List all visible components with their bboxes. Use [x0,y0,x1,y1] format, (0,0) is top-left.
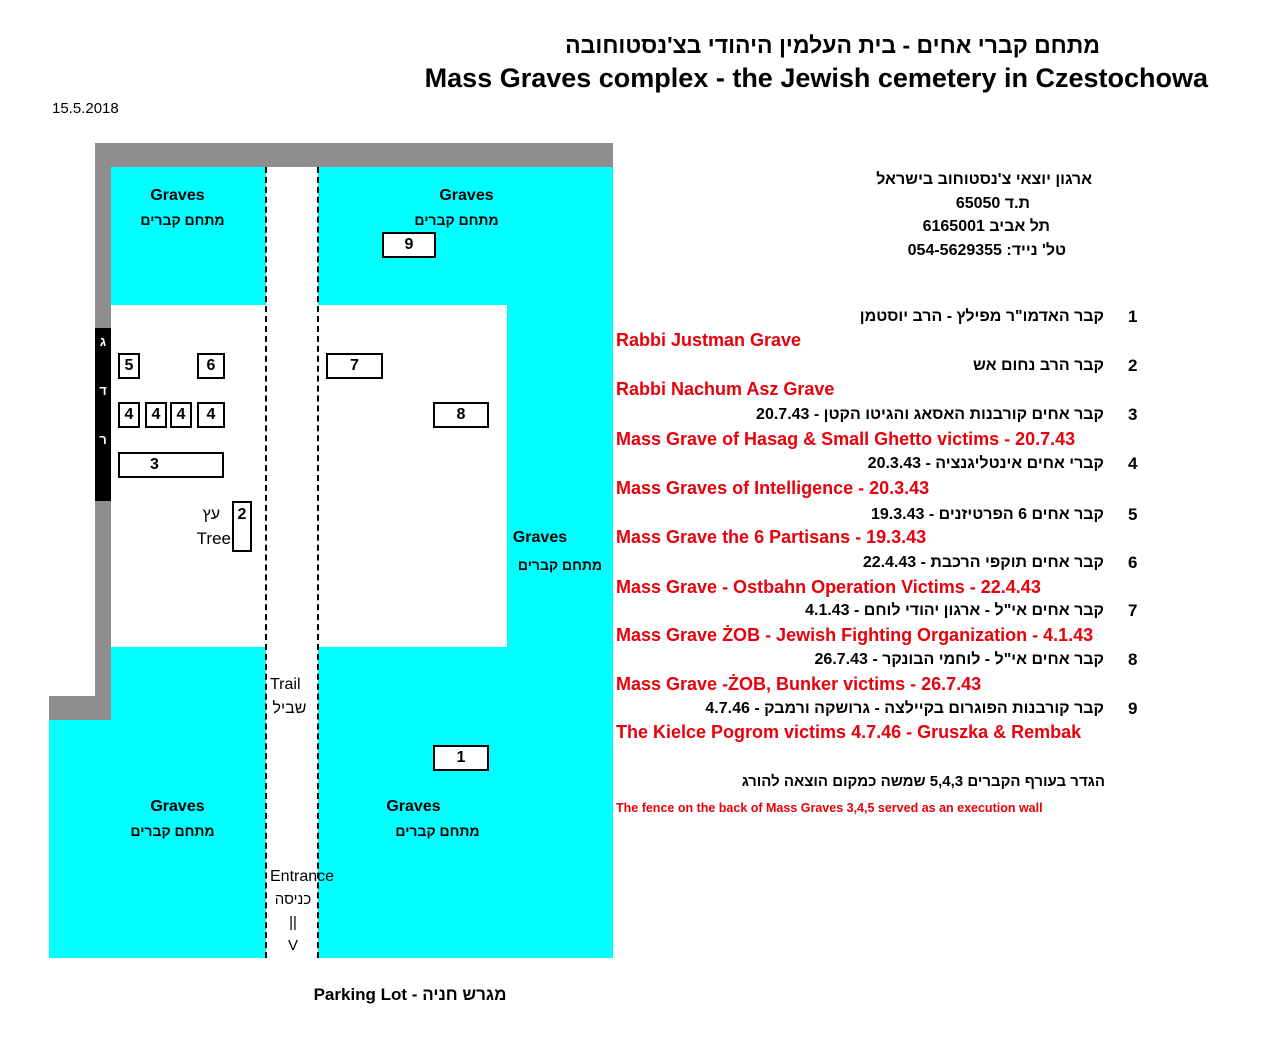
area-label-en: Graves [386,798,441,815]
grave-marker-5[interactable]: 5 [118,353,140,379]
legend-number: 4 [1128,454,1138,473]
legend-english: Mass Grave - Ostbahn Operation Victims - 22.4.43 [616,577,1041,597]
area-label-en: Graves [150,798,205,815]
legend-number: 9 [1128,699,1138,718]
graves-area-bottom-left-ext [49,720,111,958]
entrance-arrow: V [287,937,298,954]
area-label-he: מתחם קברים [395,823,480,839]
legend-hebrew: קבר אחים תוקפי הרכבת - 22.4.43 [862,554,1104,571]
area-label-en: Graves [150,187,205,204]
legend-english: Mass Grave the 6 Partisans - 19.3.43 [616,527,927,547]
legend-hebrew: קבר אחים אי"ל - ארגון יהודי לוחם - 4.1.43 [805,602,1104,619]
grave-marker-2[interactable]: 2 [232,501,252,552]
parking-lot-label: Parking Lot - מגרש חניה [313,985,507,1004]
fence-letter: ר [99,432,107,447]
legend-hebrew: קבר האדמו"ר מפילץ - הרב יוסטמן [859,308,1104,325]
title-english: Mass Graves complex - the Jewish cemetery in Czestochowa [424,63,1208,93]
legend-number: 7 [1128,601,1138,620]
legend-english: Rabbi Nachum Asz Grave [616,379,835,399]
trail-label-en: Trail [270,676,301,693]
note-english: The fence on the back of Mass Graves 3,4,5 served as an execution wall [616,801,1043,815]
fence-letter: ד [99,383,107,398]
legend-hebrew: קבר אחים 6 הפרטיזנים - 19.3.43 [871,506,1104,523]
grave-marker-6[interactable]: 6 [197,353,225,379]
grave-marker-7[interactable]: 7 [326,353,383,379]
legend-number: 6 [1128,553,1138,572]
tree-label-en: Tree [196,529,231,548]
entrance-label-he: כניסה [274,891,312,908]
org-line: ארגון יוצאי צ'נסטוחוב בישראל [876,171,1092,188]
grave-marker-9[interactable]: 9 [382,232,436,258]
area-label-he: מתחם קברים [517,557,603,573]
grave-marker-1[interactable]: 1 [433,745,489,771]
org-line: טל' נייד: 054-5629355 [907,241,1066,259]
area-label-he: מתחם קברים [130,823,215,839]
fence-bottom-left [49,696,111,720]
legend-number: 5 [1128,505,1138,524]
org-line: ת.ד 65050 [955,194,1030,212]
legend-hebrew: קבר אחים קורבנות האסאג והגיטו הקטן - 20.7.43 [756,406,1104,423]
execution-fence [95,328,111,501]
legend-number: 3 [1128,405,1138,424]
title-hebrew: מתחם קברי אחים - בית העלמין היהודי בצ'נסטוחובה [565,32,1100,58]
grave-marker-4[interactable]: 4 [118,402,140,428]
legend-hebrew: קבר אחים אי"ל - לוחמי הבונקר - 26.7.43 [814,651,1104,668]
entrance-label-en: Entrance [270,868,335,885]
grave-marker-4[interactable]: 4 [145,402,167,428]
grave-marker-3[interactable]: 3 [118,452,224,478]
legend-hebrew: קבר הרב נחום אש [973,357,1104,374]
trail-edge-left [265,167,267,958]
area-label-he: מתחם קברים [140,212,225,228]
date-label: 15.5.2018 [52,100,119,117]
legend-english: Rabbi Justman Grave [616,330,802,350]
legend-english: Mass Grave -ŻOB, Bunker victims - 26.7.43 [616,674,982,694]
legend-hebrew: קברי אחים אינטליגנציה - 20.3.43 [867,455,1104,472]
organization-contact [820,168,1092,262]
org-line: תל אביב 6165001 [922,218,1050,235]
legend-english: Mass Grave of Hasag & Small Ghetto victims - 20.7.43 [616,429,1076,449]
legend-english: Mass Graves of Intelligence - 20.3.43 [616,478,930,498]
trail-edge-right [317,167,319,958]
grave-marker-8[interactable]: 8 [433,402,489,428]
area-label-he: מתחם קברים [414,212,499,228]
legend-number: 1 [1128,307,1138,326]
legend-number: 2 [1128,356,1138,375]
legend-number: 8 [1128,650,1138,669]
area-label-en: Graves [512,529,568,546]
entrance-bars: || [289,914,297,931]
fence-top [95,143,613,167]
grave-marker-4[interactable]: 4 [197,402,225,428]
trail-label-he: שביל [272,700,307,717]
grave-marker-4[interactable]: 4 [170,402,192,428]
graves-area-right-side [507,305,613,647]
legend-hebrew: קבר קורבנות הפוגרום בקיילצה - גרושקה ורמבק - 4.7.46 [705,700,1104,717]
tree-label-he: עץ [202,506,220,523]
fence-letter: ג [99,334,107,349]
note-hebrew: הגדר בעורף הקברים 5,4,3 שמשה כמקום הוצאה להורג [741,773,1105,790]
area-label-en: Graves [439,187,494,204]
legend-english: The Kielce Pogrom victims 4.7.46 - Gruszka & Rembak [616,722,1082,742]
legend-english: Mass Grave ŻOB - Jewish Fighting Organization - 4.1.43 [616,625,1094,645]
